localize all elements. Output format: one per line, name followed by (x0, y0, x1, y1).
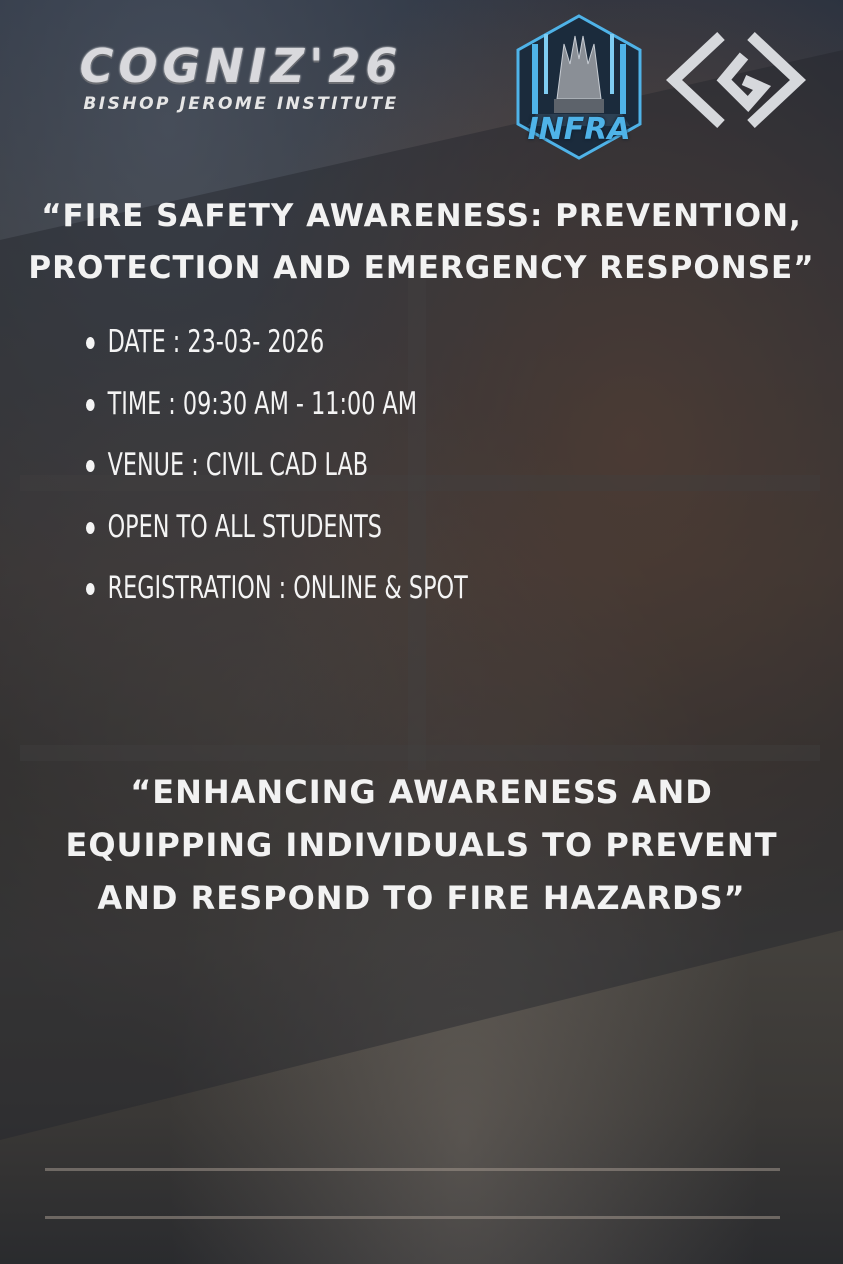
bullet-icon (86, 522, 95, 534)
detail-eligibility-text: OPEN TO ALL STUDENTS (107, 508, 382, 545)
event-name: COGNIZ'26 (79, 39, 403, 93)
bullet-icon (86, 460, 95, 472)
tagline-line-1: “ENHANCING AWARENESS AND (130, 773, 713, 811)
event-details-list (86, 316, 616, 624)
detail-venue (86, 439, 468, 501)
event-title (0, 190, 843, 294)
bullet-icon (86, 399, 95, 411)
infra-logo (512, 14, 646, 160)
detail-venue-text: VENUE : CIVIL CAD LAB (107, 447, 369, 483)
detail-registration-text: REGISTRATION : ONLINE & SPOT (107, 570, 468, 606)
geometric-mark-icon (666, 30, 806, 130)
event-logo (56, 40, 426, 114)
detail-date-text: DATE : 23-03- 2026 (107, 324, 325, 360)
event-tagline (0, 766, 843, 925)
event-title-line-2: PROTECTION AND EMERGENCY RESPONSE” (28, 250, 815, 286)
brand-mark (666, 30, 806, 130)
divider-line-bottom (45, 1216, 780, 1219)
detail-time (86, 378, 468, 440)
tagline-line-2: EQUIPPING INDIVIDUALS TO PREVENT (65, 826, 778, 864)
infra-logo-text: INFRA (527, 112, 631, 147)
institute-name: BISHOP JEROME INSTITUTE (83, 94, 399, 114)
divider-line-top (45, 1168, 780, 1171)
detail-registration (86, 562, 468, 624)
detail-time-text: TIME : 09:30 AM - 11:00 AM (107, 385, 418, 422)
bullet-icon (86, 337, 95, 349)
detail-date (86, 316, 468, 378)
event-title-line-1: “FIRE SAFETY AWARENESS: PREVENTION, (41, 198, 802, 234)
tagline-line-3: AND RESPOND TO FIRE HAZARDS” (97, 879, 746, 917)
bullet-icon (86, 583, 95, 595)
detail-eligibility (86, 501, 468, 563)
